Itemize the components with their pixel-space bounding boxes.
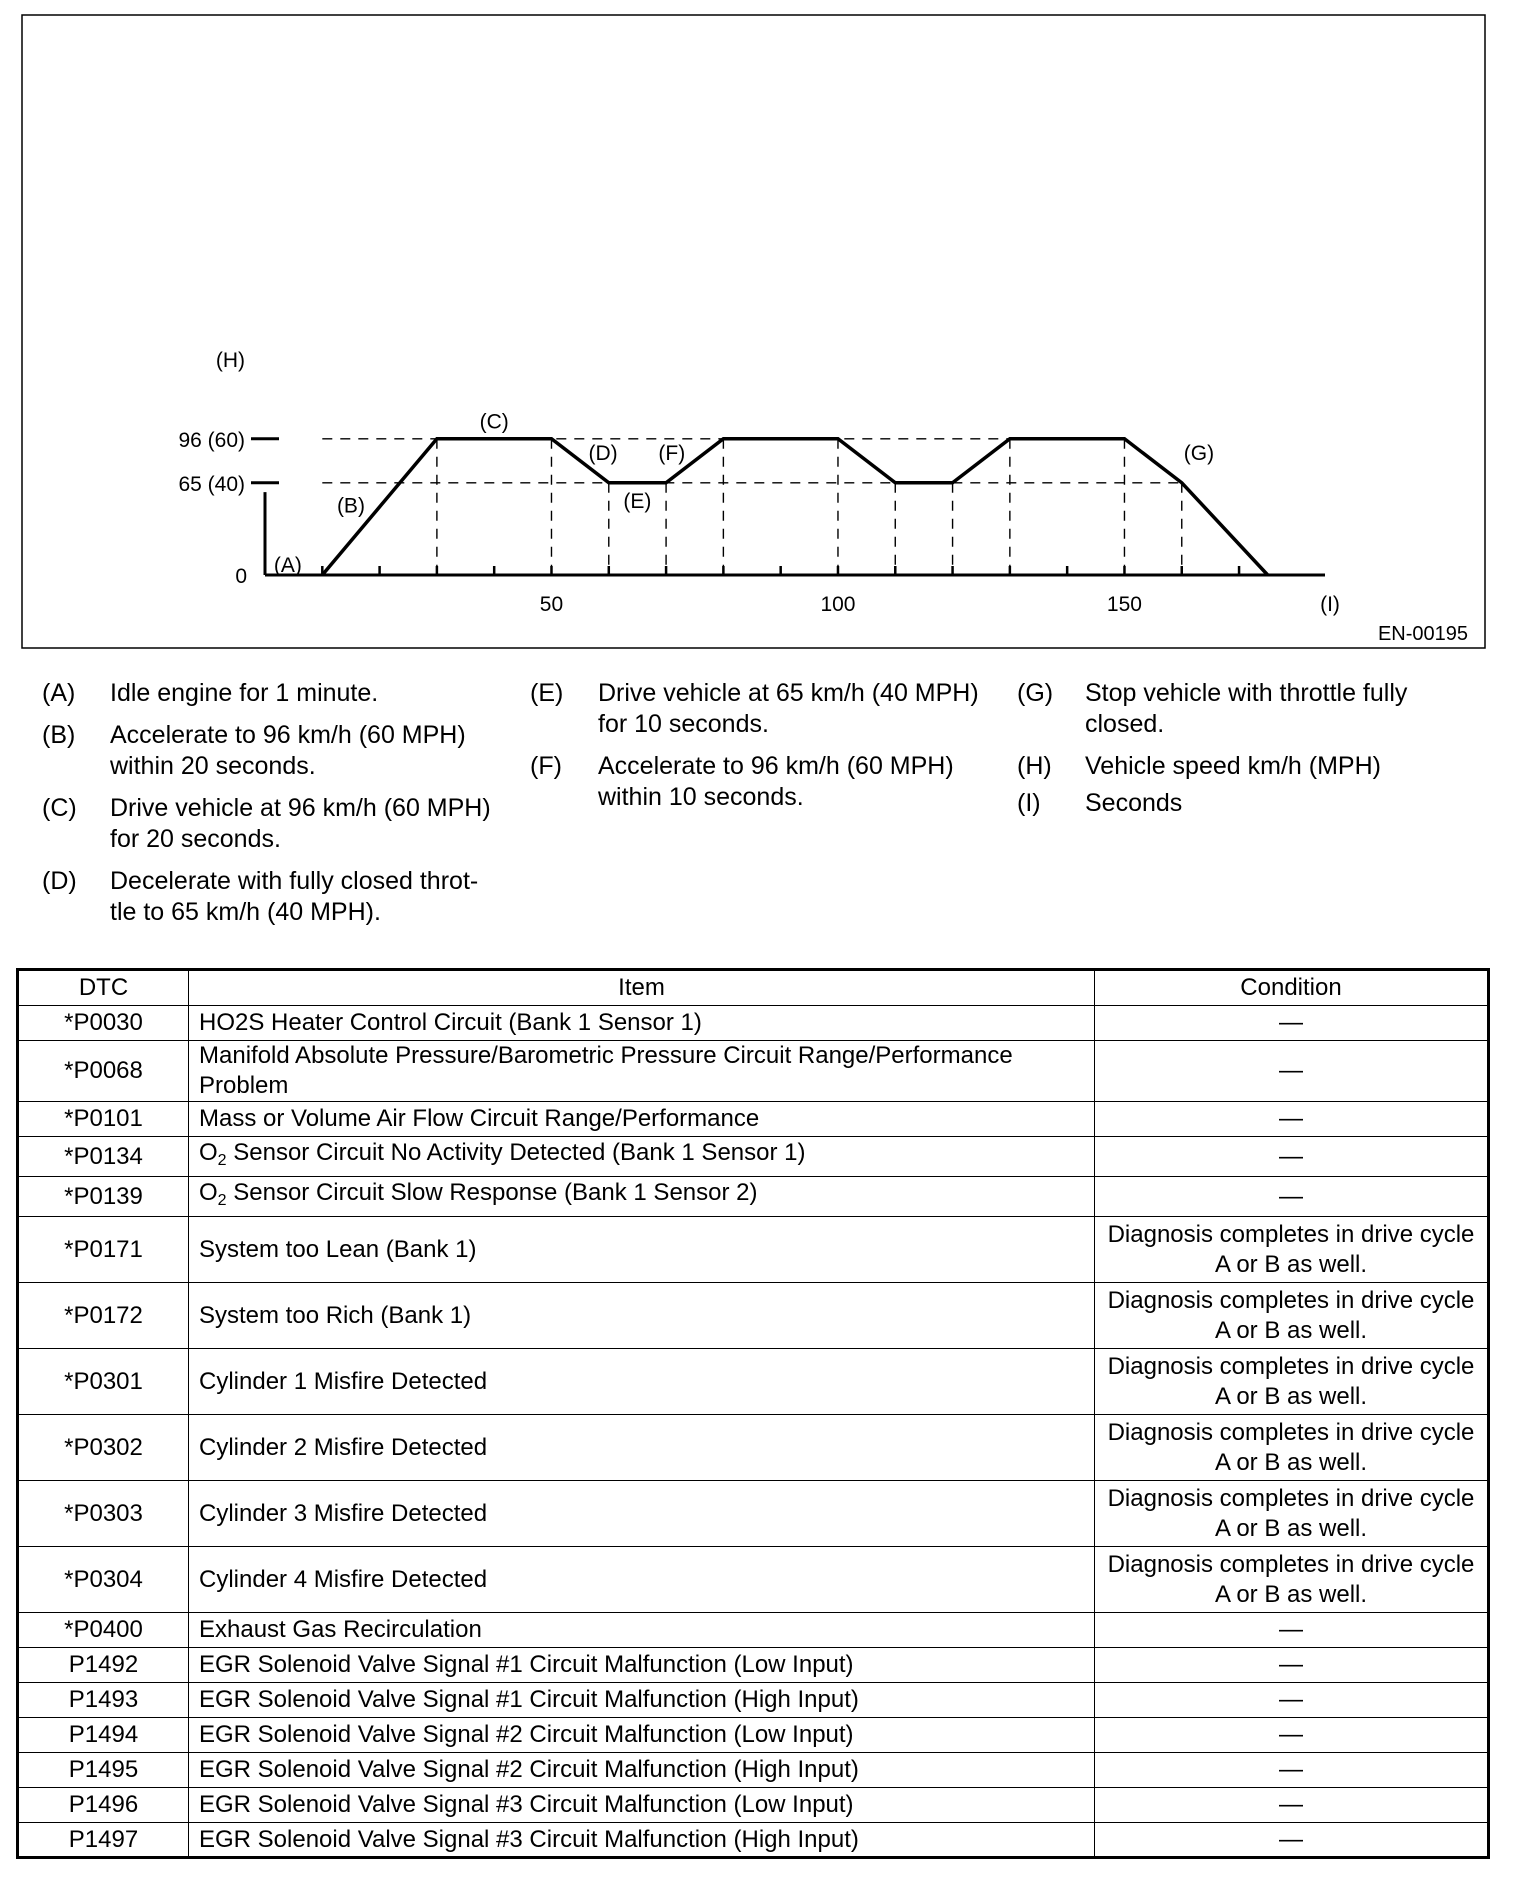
y-axis-label: (H) bbox=[215, 349, 245, 373]
table-row bbox=[18, 1753, 1489, 1788]
dtc-code: P1497 bbox=[18, 1823, 189, 1858]
legend-line: for 20 seconds. bbox=[110, 825, 281, 853]
dtc-condition: — bbox=[1095, 1041, 1489, 1102]
legend-description bbox=[110, 866, 502, 928]
dtc-item: EGR Solenoid Valve Signal #1 Circuit Malfunction (High Input) bbox=[189, 1683, 1095, 1718]
legend-line: Stop vehicle with throttle fully bbox=[1085, 679, 1408, 707]
dtc-code: *P0134 bbox=[18, 1137, 189, 1177]
dtc-item: System too Rich (Bank 1) bbox=[189, 1283, 1095, 1349]
dtc-condition: Diagnosis completes in drive cycle A or B as well. bbox=[1095, 1349, 1489, 1415]
legend-key: (E) bbox=[530, 679, 564, 707]
table-row bbox=[18, 1415, 1489, 1481]
table-row bbox=[18, 1006, 1489, 1041]
table-header-row bbox=[18, 970, 1489, 1006]
dtc-condition: — bbox=[1095, 1177, 1489, 1217]
annotation-f: (F) bbox=[658, 441, 686, 465]
annotation-e: (E) bbox=[623, 490, 652, 514]
header-item: Item bbox=[189, 970, 1095, 1006]
x-tick-label-100: 100 bbox=[820, 593, 856, 616]
dtc-code: *P0303 bbox=[18, 1481, 189, 1547]
table-row bbox=[18, 1217, 1489, 1283]
dtc-item: System too Lean (Bank 1) bbox=[189, 1217, 1095, 1283]
table-row bbox=[18, 1283, 1489, 1349]
legend-col-2 bbox=[530, 678, 990, 824]
legend-description bbox=[110, 678, 502, 709]
dtc-condition: Diagnosis completes in drive cycle A or B as well. bbox=[1095, 1481, 1489, 1547]
legend-description bbox=[1085, 788, 1477, 819]
legend-item-d bbox=[42, 866, 502, 928]
item-text: O bbox=[199, 1138, 218, 1166]
dtc-item bbox=[189, 1137, 1095, 1177]
drive-cycle-chart bbox=[0, 0, 1520, 660]
figure-frame bbox=[22, 15, 1485, 648]
legend-description bbox=[598, 751, 990, 813]
x-axis-label: (I) bbox=[1320, 593, 1340, 616]
dtc-condition: — bbox=[1095, 1683, 1489, 1718]
dtc-item: Cylinder 2 Misfire Detected bbox=[189, 1415, 1095, 1481]
dtc-code: *P0068 bbox=[18, 1041, 189, 1102]
legend-item-f bbox=[530, 751, 990, 813]
legend-key: (D) bbox=[42, 867, 77, 895]
dtc-code: P1492 bbox=[18, 1648, 189, 1683]
legend-line: tle to 65 km/h (40 MPH). bbox=[110, 898, 381, 926]
table-row bbox=[18, 1823, 1489, 1858]
y-tick-label-0: 0 bbox=[235, 565, 247, 588]
dtc-code: *P0172 bbox=[18, 1283, 189, 1349]
dtc-item: EGR Solenoid Valve Signal #3 Circuit Malfunction (Low Input) bbox=[189, 1788, 1095, 1823]
dtc-item: EGR Solenoid Valve Signal #2 Circuit Malfunction (Low Input) bbox=[189, 1718, 1095, 1753]
item-text: Sensor Circuit No Activity Detected (Bank 1 Sensor 1) bbox=[226, 1138, 806, 1166]
y-tick-label-96: 96 (60) bbox=[178, 428, 245, 452]
legend-item-h bbox=[1017, 751, 1477, 782]
header-condition: Condition bbox=[1095, 970, 1489, 1006]
dtc-condition: — bbox=[1095, 1753, 1489, 1788]
legend-item-a bbox=[42, 678, 502, 709]
legend-key: (G) bbox=[1017, 679, 1054, 707]
legend-key: (H) bbox=[1017, 752, 1052, 780]
legend-description bbox=[1085, 751, 1477, 782]
dtc-code: *P0302 bbox=[18, 1415, 189, 1481]
table-row bbox=[18, 1349, 1489, 1415]
legend-description bbox=[598, 678, 990, 740]
legend-key: (A) bbox=[42, 679, 76, 707]
x-tick-label-150: 150 bbox=[1106, 593, 1142, 616]
dtc-condition: — bbox=[1095, 1006, 1489, 1041]
figure-code: EN-00195 bbox=[1377, 623, 1468, 645]
table-row bbox=[18, 1613, 1489, 1648]
legend-line: closed. bbox=[1085, 710, 1165, 738]
legend-line: Accelerate to 96 km/h (60 MPH) bbox=[110, 721, 466, 749]
dtc-condition: — bbox=[1095, 1788, 1489, 1823]
annotation-d: (D) bbox=[588, 441, 618, 465]
table-row bbox=[18, 1177, 1489, 1217]
annotation-a: (A) bbox=[273, 554, 302, 578]
dtc-code: *P0304 bbox=[18, 1547, 189, 1613]
table-row bbox=[18, 1102, 1489, 1137]
table-row bbox=[18, 1137, 1489, 1177]
dtc-code: *P0139 bbox=[18, 1177, 189, 1217]
dtc-item: Mass or Volume Air Flow Circuit Range/Performance bbox=[189, 1102, 1095, 1137]
legend-key: (I) bbox=[1017, 789, 1041, 817]
dtc-code: *P0301 bbox=[18, 1349, 189, 1415]
dtc-item bbox=[189, 1177, 1095, 1217]
legend-col-1 bbox=[42, 678, 502, 939]
dtc-condition: Diagnosis completes in drive cycle A or B as well. bbox=[1095, 1283, 1489, 1349]
dtc-code: *P0101 bbox=[18, 1102, 189, 1137]
dtc-condition: Diagnosis completes in drive cycle A or B as well. bbox=[1095, 1415, 1489, 1481]
legend-item-g bbox=[1017, 678, 1477, 740]
dtc-item: HO2S Heater Control Circuit (Bank 1 Sensor 1) bbox=[189, 1006, 1095, 1041]
dtc-code: P1493 bbox=[18, 1683, 189, 1718]
dtc-condition: — bbox=[1095, 1613, 1489, 1648]
dtc-item: EGR Solenoid Valve Signal #1 Circuit Malfunction (Low Input) bbox=[189, 1648, 1095, 1683]
dtc-item: Exhaust Gas Recirculation bbox=[189, 1613, 1095, 1648]
dtc-condition: Diagnosis completes in drive cycle A or B as well. bbox=[1095, 1217, 1489, 1283]
legend-description bbox=[110, 793, 502, 855]
item-text: Sensor Circuit Slow Response (Bank 1 Sensor 2) bbox=[226, 1178, 758, 1206]
legend-col-3 bbox=[1017, 678, 1477, 825]
legend-item-c bbox=[42, 793, 502, 855]
legend-line: within 10 seconds. bbox=[598, 783, 804, 811]
dtc-condition: — bbox=[1095, 1718, 1489, 1753]
item-subscript: 2 bbox=[217, 1151, 227, 1169]
legend-description bbox=[1085, 678, 1477, 740]
dtc-code: *P0171 bbox=[18, 1217, 189, 1283]
dtc-code: *P0030 bbox=[18, 1006, 189, 1041]
dtc-item: Cylinder 4 Misfire Detected bbox=[189, 1547, 1095, 1613]
dtc-code: P1496 bbox=[18, 1788, 189, 1823]
dtc-code: *P0400 bbox=[18, 1613, 189, 1648]
x-tick-label-50: 50 bbox=[539, 593, 564, 616]
dtc-code: P1494 bbox=[18, 1718, 189, 1753]
legend-line: Drive vehicle at 96 km/h (60 MPH) bbox=[110, 794, 491, 822]
legend-line: for 10 seconds. bbox=[598, 710, 769, 738]
item-subscript: 2 bbox=[217, 1191, 227, 1209]
annotation-g: (G) bbox=[1183, 441, 1215, 465]
legend-item-b bbox=[42, 720, 502, 782]
table-row bbox=[18, 1547, 1489, 1613]
speed-profile-line bbox=[322, 439, 1267, 575]
table-row bbox=[18, 1481, 1489, 1547]
dtc-code: P1495 bbox=[18, 1753, 189, 1788]
y-tick-label-65: 65 (40) bbox=[178, 472, 245, 496]
legend-description bbox=[110, 720, 502, 782]
legend-item-e bbox=[530, 678, 990, 740]
dtc-condition: — bbox=[1095, 1102, 1489, 1137]
legend-key: (B) bbox=[42, 721, 76, 749]
dtc-condition: Diagnosis completes in drive cycle A or B as well. bbox=[1095, 1547, 1489, 1613]
dtc-item: Manifold Absolute Pressure/Barometric Pressure Circuit Range/Performance Problem bbox=[189, 1041, 1095, 1102]
legend-line: Accelerate to 96 km/h (60 MPH) bbox=[598, 752, 954, 780]
item-text: O bbox=[199, 1178, 218, 1206]
legend-line: within 20 seconds. bbox=[110, 752, 316, 780]
dtc-item: EGR Solenoid Valve Signal #3 Circuit Malfunction (High Input) bbox=[189, 1823, 1095, 1858]
table-row bbox=[18, 1718, 1489, 1753]
legend-key: (C) bbox=[42, 794, 77, 822]
legend-line: Vehicle speed km/h (MPH) bbox=[1085, 752, 1381, 780]
legend-line: Decelerate with fully closed throt- bbox=[110, 867, 479, 895]
legend-line: Seconds bbox=[1085, 789, 1183, 817]
dtc-item: EGR Solenoid Valve Signal #2 Circuit Malfunction (High Input) bbox=[189, 1753, 1095, 1788]
dtc-condition: — bbox=[1095, 1823, 1489, 1858]
dtc-table bbox=[16, 968, 1490, 1859]
table-row bbox=[18, 1041, 1489, 1102]
annotation-c: (C) bbox=[479, 410, 509, 434]
dtc-item: Cylinder 3 Misfire Detected bbox=[189, 1481, 1095, 1547]
dtc-condition: — bbox=[1095, 1648, 1489, 1683]
dtc-item: Cylinder 1 Misfire Detected bbox=[189, 1349, 1095, 1415]
table-row bbox=[18, 1648, 1489, 1683]
legend-key: (F) bbox=[530, 752, 562, 780]
legend-line: Drive vehicle at 65 km/h (40 MPH) bbox=[598, 679, 979, 707]
legend-item-i bbox=[1017, 788, 1477, 819]
annotation-b: (B) bbox=[336, 494, 365, 518]
header-dtc: DTC bbox=[18, 970, 189, 1006]
table-row bbox=[18, 1683, 1489, 1718]
dtc-condition: — bbox=[1095, 1137, 1489, 1177]
table-row bbox=[18, 1788, 1489, 1823]
legend-line: Idle engine for 1 minute. bbox=[110, 679, 379, 707]
